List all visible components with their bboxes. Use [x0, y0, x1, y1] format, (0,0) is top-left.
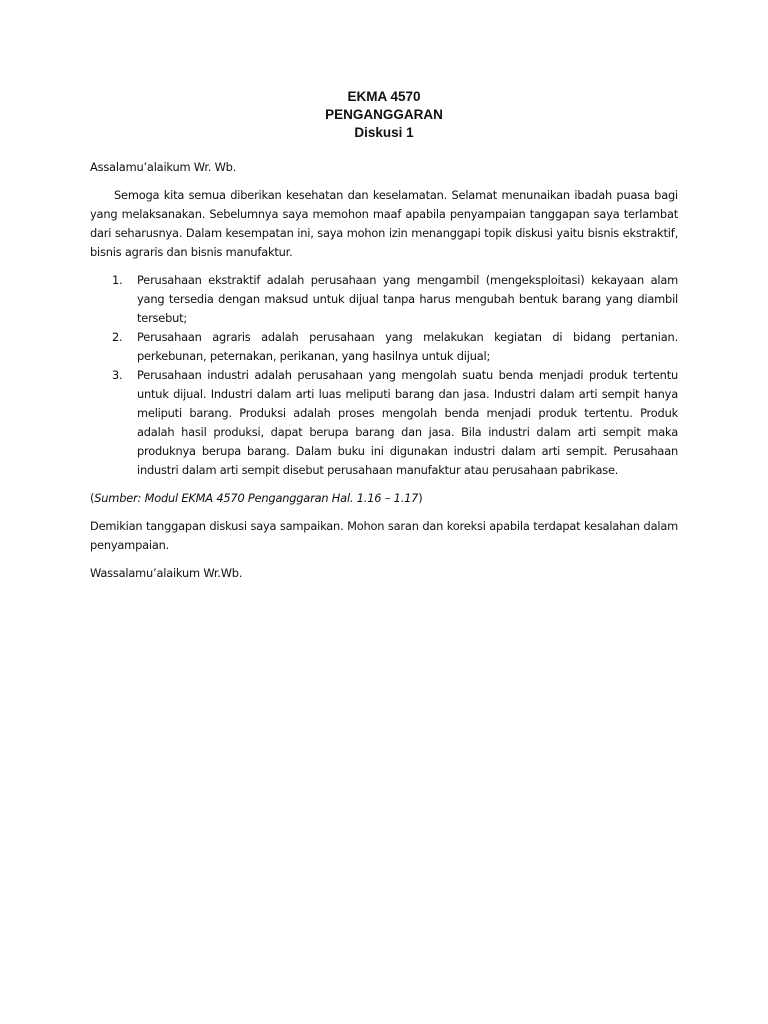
list-item-text: Perusahaan ekstraktif adalah perusahaan yang mengambil (mengeksploitasi) kekayaan alam yang tersedia dengan maksud untuk dijual tanpa harus mengubah bentuk barang yang diambil tersebut; [137, 273, 678, 325]
list-item [90, 366, 678, 480]
list-item-text: Perusahaan industri adalah perusahaan yang mengolah suatu benda menjadi produk tertentu untuk dijual. Industri dalam arti luas meliputi barang dan jasa. Industri dalam arti sempit hanya meliputi barang. Produksi adalah proses mengolah benda menjadi produk tertentu. Produk adalah hasil produksi, dapat berupa barang dan jasa. Bila industri dalam arti sempit maka produknya berupa barang. Dalam buku ini digunakan industri dalam arti sempit. Perusahaan industri dalam arti sempit disebut perusahaan manufaktur atau perusahaan pabrikase. [137, 368, 678, 477]
list-item-number: 2. [112, 330, 123, 344]
list-item-text: Perusahaan agraris adalah perusahaan yang melakukan kegiatan di bidang pertanian. perkebunan, peternakan, perikanan, yang hasilnya untuk dijual; [137, 330, 678, 363]
source-citation [90, 489, 678, 508]
title-block [90, 88, 678, 142]
list-item [90, 328, 678, 366]
source-open-paren: ( [90, 491, 95, 505]
signoff: Wassalamu’alaikum Wr.Wb. [90, 566, 243, 580]
list-item [90, 271, 678, 328]
numbered-list [90, 271, 678, 480]
source-close-paren: ) [418, 491, 423, 505]
source-text: Sumber: Modul EKMA 4570 Penganggaran Hal. 1.16 – 1.17 [94, 491, 419, 505]
document-body [90, 158, 678, 583]
course-code: EKMA 4570 [347, 89, 421, 104]
list-item-number: 3. [112, 368, 123, 382]
greeting: Assalamu’alaikum Wr. Wb. [90, 160, 237, 174]
discussion-title: Diskusi 1 [354, 125, 414, 140]
list-item-number: 1. [112, 273, 123, 287]
document-page [90, 88, 678, 592]
closing-paragraph: Demikian tanggapan diskusi saya sampaikan. Mohon saran dan koreksi apabila terdapat kesalahan dalam penyampaian. [90, 519, 678, 552]
intro-paragraph: Semoga kita semua diberikan kesehatan dan keselamatan. Selamat menunaikan ibadah puasa bagi yang melaksanakan. Sebelumnya saya memohon maaf apabila penyampaian tanggapan saya terlambat dari seharusnya. Dalam kesempatan ini, saya mohon izin menanggapi topik diskusi yaitu bisnis ekstraktif, bisnis agraris dan bisnis manufaktur. [90, 188, 678, 259]
course-title: PENGANGGARAN [325, 107, 443, 122]
